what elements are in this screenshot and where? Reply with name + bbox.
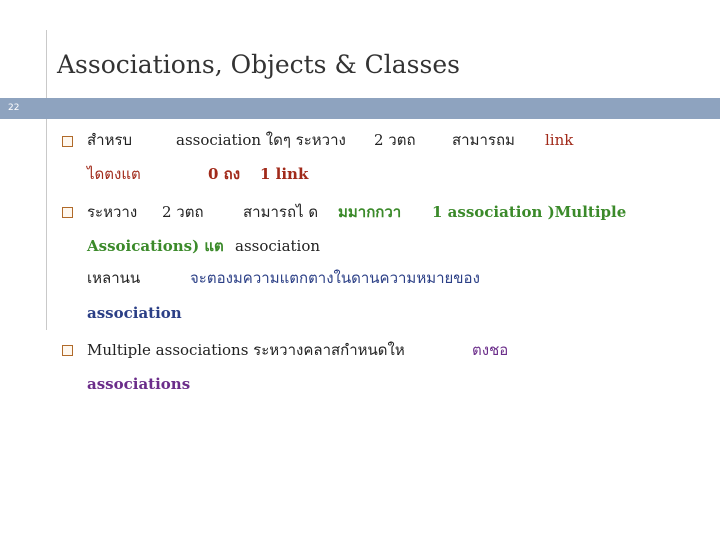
bullet-2-word-9: จะตองมความแตกตางในดานความหมายของ xyxy=(190,269,480,287)
bullet-2-word-10: association xyxy=(87,304,182,322)
bullet-marker-icon xyxy=(62,345,73,356)
bullet-2-word-2: 2 วตถ xyxy=(162,203,204,221)
bullet-3-word-2: ตงชอ xyxy=(472,341,509,359)
slide-number: 22 xyxy=(8,103,20,113)
bullet-1-word-7: 0 ถง xyxy=(208,165,241,183)
bullet-1-word-5: link xyxy=(545,131,574,149)
bullet-3-word-1: Multiple associations ระหวางคลาสกำหนดให xyxy=(87,341,405,359)
bullet-2-word-4: มมากกวา xyxy=(338,203,402,221)
bullet-1-word-1: สำหรบ xyxy=(87,131,133,149)
bullet-2-word-7: association xyxy=(235,237,321,255)
bullet-1-word-6: ไดตงแต xyxy=(87,165,141,183)
bullet-1-word-8: 1 link xyxy=(260,165,309,183)
bullet-3-word-3: associations xyxy=(87,375,191,393)
slide-title: Associations, Objects & Classes xyxy=(57,50,460,79)
header-bar xyxy=(0,98,720,119)
bullet-marker-icon xyxy=(62,207,73,218)
bullet-1-word-2: association ใดๆ ระหวาง xyxy=(176,131,346,149)
bullet-2-word-8: เหลานน xyxy=(87,269,141,287)
bullet-2-word-3: สามารถไ ด xyxy=(243,203,319,221)
bullet-1-word-4: สามารถม xyxy=(452,131,515,149)
bullet-marker-icon xyxy=(62,136,73,147)
bullet-1-word-3: 2 วตถ xyxy=(374,131,416,149)
bullet-2-word-5: 1 association )Multiple xyxy=(432,203,627,221)
bullet-2-word-6: Assoications) แต xyxy=(87,237,224,255)
left-vertical-rule xyxy=(46,30,47,330)
bullet-2-word-1: ระหวาง xyxy=(87,203,138,221)
